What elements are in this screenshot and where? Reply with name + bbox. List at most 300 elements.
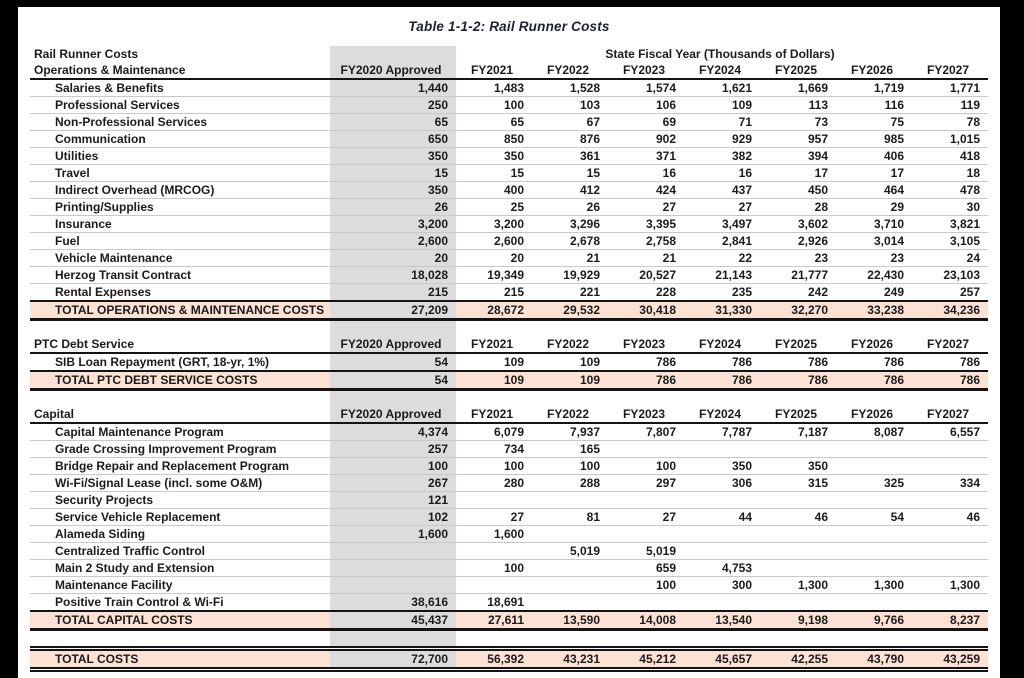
cell-fy2021 — [456, 492, 532, 509]
column-header-fy2023: FY2023 — [608, 336, 684, 353]
cell-fy2027 — [912, 441, 988, 458]
cell-fy2021: 28,672 — [456, 301, 532, 320]
table-row — [30, 165, 988, 182]
cell-fy2022: 5,019 — [532, 543, 608, 560]
cell-fy2022: 29,532 — [532, 301, 608, 320]
column-header-fy2022: FY2022 — [532, 62, 608, 79]
cell-fy2027 — [912, 560, 988, 577]
cell-fy2022: 67 — [532, 114, 608, 131]
cell-fy2022 — [532, 526, 608, 543]
cell-fy2026: 116 — [836, 97, 912, 114]
cell-fy2024: 22 — [684, 250, 760, 267]
cell-fy2022: 288 — [532, 475, 608, 492]
cell-fy2020: 20 — [330, 250, 456, 267]
cell-fy2027: 3,105 — [912, 233, 988, 250]
cell-fy2022: 19,929 — [532, 267, 608, 284]
row-label: Herzog Transit Contract — [30, 267, 330, 284]
cell-fy2027: 6,557 — [912, 423, 988, 441]
cell-fy2027: 119 — [912, 97, 988, 114]
cell-fy2027: 257 — [912, 284, 988, 302]
cell-fy2023: 371 — [608, 148, 684, 165]
cell-fy2020: 4,374 — [330, 423, 456, 441]
row-label: Indirect Overhead (MRCOG) — [30, 182, 330, 199]
row-label: Non-Professional Services — [30, 114, 330, 131]
cell-fy2021: 100 — [456, 97, 532, 114]
column-header-fy2024: FY2024 — [684, 62, 760, 79]
cell-fy2024: 44 — [684, 509, 760, 526]
cell-fy2021: 6,079 — [456, 423, 532, 441]
cell-fy2022: 7,937 — [532, 423, 608, 441]
cell-fy2027 — [912, 458, 988, 475]
table-row — [30, 250, 988, 267]
cell-fy2023: 424 — [608, 182, 684, 199]
cell-fy2022: 81 — [532, 509, 608, 526]
cell-fy2023: 21 — [608, 250, 684, 267]
cell-fy2025: 73 — [760, 114, 836, 131]
row-label: TOTAL CAPITAL COSTS — [30, 611, 330, 630]
cell-fy2021 — [456, 577, 532, 594]
cell-fy2026: 1,719 — [836, 79, 912, 97]
cell-fy2020: 54 — [330, 353, 456, 371]
row-label: Security Projects — [30, 492, 330, 509]
row-label: TOTAL PTC DEBT SERVICE COSTS — [30, 371, 330, 390]
row-label: SIB Loan Repayment (GRT, 18-yr, 1%) — [30, 353, 330, 371]
cell-fy2022: 221 — [532, 284, 608, 302]
meta-empty-cell — [330, 46, 456, 62]
cell-fy2024: 2,841 — [684, 233, 760, 250]
cell-fy2023: 45,212 — [608, 649, 684, 670]
cell-fy2023 — [608, 441, 684, 458]
cell-fy2026: 1,300 — [836, 577, 912, 594]
cell-fy2026 — [836, 458, 912, 475]
cell-fy2025: 957 — [760, 131, 836, 148]
cell-fy2024: 306 — [684, 475, 760, 492]
cell-fy2025: 113 — [760, 97, 836, 114]
table-row — [30, 492, 988, 509]
column-header-fy2024: FY2024 — [684, 336, 760, 353]
cell-fy2026: 9,766 — [836, 611, 912, 630]
cell-fy2024 — [684, 594, 760, 612]
cell-fy2021: 400 — [456, 182, 532, 199]
cell-fy2022: 412 — [532, 182, 608, 199]
column-header-fy2026: FY2026 — [836, 336, 912, 353]
cell-fy2020: 257 — [330, 441, 456, 458]
cell-fy2025 — [760, 543, 836, 560]
cell-fy2023: 27 — [608, 509, 684, 526]
cell-fy2021: 280 — [456, 475, 532, 492]
cell-fy2024: 31,330 — [684, 301, 760, 320]
cell-fy2026: 29 — [836, 199, 912, 216]
cell-fy2026 — [836, 543, 912, 560]
cell-fy2022: 15 — [532, 165, 608, 182]
section-spacer-row — [30, 320, 988, 337]
column-header-fy2027: FY2027 — [912, 406, 988, 423]
row-label: Centralized Traffic Control — [30, 543, 330, 560]
spacer-cell — [456, 320, 988, 337]
table-row — [30, 475, 988, 492]
cell-fy2022: 361 — [532, 148, 608, 165]
column-header-fy2020-approved: FY2020 Approved — [330, 62, 456, 79]
column-header-fy2025: FY2025 — [760, 62, 836, 79]
row-label: Bridge Repair and Replacement Program — [30, 458, 330, 475]
column-header-fy2024: FY2024 — [684, 406, 760, 423]
cell-fy2025: 46 — [760, 509, 836, 526]
cell-fy2023: 100 — [608, 577, 684, 594]
cell-fy2025 — [760, 492, 836, 509]
table-row — [30, 509, 988, 526]
cell-fy2026 — [836, 492, 912, 509]
cell-fy2026: 985 — [836, 131, 912, 148]
cell-fy2020: 250 — [330, 97, 456, 114]
cell-fy2026: 17 — [836, 165, 912, 182]
cell-fy2022: 876 — [532, 131, 608, 148]
cell-fy2025 — [760, 441, 836, 458]
cell-fy2020: 1,600 — [330, 526, 456, 543]
cell-fy2026: 249 — [836, 284, 912, 302]
cell-fy2027: 478 — [912, 182, 988, 199]
cell-fy2021: 27 — [456, 509, 532, 526]
cell-fy2023: 3,395 — [608, 216, 684, 233]
cell-fy2026: 8,087 — [836, 423, 912, 441]
cell-fy2020: 215 — [330, 284, 456, 302]
row-label: Positive Train Control & Wi-Fi — [30, 594, 330, 612]
cell-fy2024: 4,753 — [684, 560, 760, 577]
cell-fy2024: 7,787 — [684, 423, 760, 441]
cell-fy2025: 28 — [760, 199, 836, 216]
cell-fy2024: 929 — [684, 131, 760, 148]
cell-fy2027 — [912, 543, 988, 560]
row-label: Alameda Siding — [30, 526, 330, 543]
cell-fy2027: 334 — [912, 475, 988, 492]
row-label: Professional Services — [30, 97, 330, 114]
cell-fy2026: 54 — [836, 509, 912, 526]
row-label: Fuel — [30, 233, 330, 250]
spacer-cell — [30, 320, 330, 337]
section-name: PTC Debt Service — [30, 336, 330, 353]
cell-fy2021: 25 — [456, 199, 532, 216]
cell-fy2023: 14,008 — [608, 611, 684, 630]
section-header-row — [30, 406, 988, 423]
cell-fy2022: 13,590 — [532, 611, 608, 630]
cell-fy2020: 350 — [330, 182, 456, 199]
cell-fy2024: 27 — [684, 199, 760, 216]
cell-fy2020: 3,200 — [330, 216, 456, 233]
row-label: Utilities — [30, 148, 330, 165]
cell-fy2020: 121 — [330, 492, 456, 509]
section-name: Operations & Maintenance — [30, 62, 330, 79]
spacer-cell-fy2020 — [330, 630, 456, 649]
cell-fy2022: 2,678 — [532, 233, 608, 250]
total-row — [30, 301, 988, 320]
cell-fy2020: 350 — [330, 148, 456, 165]
cell-fy2024: 786 — [684, 353, 760, 371]
cell-fy2024 — [684, 492, 760, 509]
cell-fy2027: 1,300 — [912, 577, 988, 594]
column-header-fy2020-approved: FY2020 Approved — [330, 336, 456, 353]
cell-fy2025: 42,255 — [760, 649, 836, 670]
table-row — [30, 353, 988, 371]
row-label: Grade Crossing Improvement Program — [30, 441, 330, 458]
cell-fy2023: 16 — [608, 165, 684, 182]
cell-fy2021: 3,200 — [456, 216, 532, 233]
spacer-cell — [30, 390, 330, 407]
cell-fy2021: 215 — [456, 284, 532, 302]
table-row — [30, 284, 988, 302]
row-label: Travel — [30, 165, 330, 182]
cell-fy2021: 100 — [456, 560, 532, 577]
total-row — [30, 611, 988, 630]
table-row — [30, 267, 988, 284]
cell-fy2024: 1,621 — [684, 79, 760, 97]
cell-fy2025: 1,669 — [760, 79, 836, 97]
cost-table-body — [30, 46, 988, 670]
cell-fy2025: 786 — [760, 353, 836, 371]
cell-fy2021: 1,483 — [456, 79, 532, 97]
row-label: TOTAL COSTS — [30, 649, 330, 670]
cell-fy2024: 109 — [684, 97, 760, 114]
cell-fy2026: 43,790 — [836, 649, 912, 670]
total-row — [30, 371, 988, 390]
table-row — [30, 577, 988, 594]
cell-fy2020: 27,209 — [330, 301, 456, 320]
cell-fy2024: 786 — [684, 371, 760, 390]
cell-fy2027: 24 — [912, 250, 988, 267]
cell-fy2022: 165 — [532, 441, 608, 458]
cell-fy2020: 2,600 — [330, 233, 456, 250]
column-header-fy2023: FY2023 — [608, 406, 684, 423]
page-title: Table 1-1-2: Rail Runner Costs — [408, 19, 610, 34]
cell-fy2022: 3,296 — [532, 216, 608, 233]
cell-fy2027: 30 — [912, 199, 988, 216]
cell-fy2021: 56,392 — [456, 649, 532, 670]
cell-fy2027: 1,771 — [912, 79, 988, 97]
cell-fy2027: 786 — [912, 353, 988, 371]
column-header-fy2021: FY2021 — [456, 406, 532, 423]
cell-fy2021: 109 — [456, 353, 532, 371]
row-label: Communication — [30, 131, 330, 148]
cell-fy2027 — [912, 492, 988, 509]
cell-fy2022: 103 — [532, 97, 608, 114]
cell-fy2025: 450 — [760, 182, 836, 199]
cell-fy2023: 100 — [608, 458, 684, 475]
cell-fy2025: 7,187 — [760, 423, 836, 441]
cell-fy2027: 18 — [912, 165, 988, 182]
column-header-fy2021: FY2021 — [456, 336, 532, 353]
section-spacer-row — [30, 630, 988, 649]
cell-fy2020 — [330, 543, 456, 560]
cell-fy2026: 23 — [836, 250, 912, 267]
cell-fy2026: 325 — [836, 475, 912, 492]
cell-fy2020: 650 — [330, 131, 456, 148]
corner-label: Rail Runner Costs — [34, 47, 139, 61]
cell-fy2025: 17 — [760, 165, 836, 182]
cell-fy2025: 242 — [760, 284, 836, 302]
table-row — [30, 97, 988, 114]
cell-fy2023: 1,574 — [608, 79, 684, 97]
spacer-cell — [456, 630, 988, 649]
table-row — [30, 423, 988, 441]
cell-fy2023: 7,807 — [608, 423, 684, 441]
cell-fy2025 — [760, 526, 836, 543]
cell-fy2027: 43,259 — [912, 649, 988, 670]
cell-fy2025: 32,270 — [760, 301, 836, 320]
cell-fy2020: 100 — [330, 458, 456, 475]
cell-fy2024: 300 — [684, 577, 760, 594]
cell-fy2023: 27 — [608, 199, 684, 216]
table-row — [30, 543, 988, 560]
cell-fy2024 — [684, 543, 760, 560]
cell-fy2021: 100 — [456, 458, 532, 475]
column-header-fy2026: FY2026 — [836, 62, 912, 79]
row-label: Vehicle Maintenance — [30, 250, 330, 267]
cell-fy2022: 1,528 — [532, 79, 608, 97]
row-label: Insurance — [30, 216, 330, 233]
cell-fy2027: 23,103 — [912, 267, 988, 284]
column-header-fy2027: FY2027 — [912, 62, 988, 79]
cell-fy2024: 350 — [684, 458, 760, 475]
cell-fy2026 — [836, 594, 912, 612]
row-label: Maintenance Facility — [30, 577, 330, 594]
cell-fy2021: 734 — [456, 441, 532, 458]
table-row — [30, 199, 988, 216]
column-header-fy2023: FY2023 — [608, 62, 684, 79]
row-label: Wi-Fi/Signal Lease (incl. some O&M) — [30, 475, 330, 492]
cell-fy2026: 786 — [836, 353, 912, 371]
cell-fy2021: 109 — [456, 371, 532, 390]
cell-fy2025: 786 — [760, 371, 836, 390]
cell-fy2023 — [608, 594, 684, 612]
cell-fy2021: 18,691 — [456, 594, 532, 612]
cell-fy2022: 43,231 — [532, 649, 608, 670]
cell-fy2021: 27,611 — [456, 611, 532, 630]
cell-fy2025: 3,602 — [760, 216, 836, 233]
cell-fy2022: 21 — [532, 250, 608, 267]
spacer-cell-fy2020 — [330, 390, 456, 407]
table-row — [30, 79, 988, 97]
table-row — [30, 560, 988, 577]
column-header-fy2020-approved: FY2020 Approved — [330, 406, 456, 423]
spacer-cell — [30, 630, 330, 649]
cell-fy2023: 297 — [608, 475, 684, 492]
cell-fy2025: 23 — [760, 250, 836, 267]
column-header-fy2022: FY2022 — [532, 336, 608, 353]
cell-fy2020: 1,440 — [330, 79, 456, 97]
cell-fy2026: 75 — [836, 114, 912, 131]
cell-fy2026: 3,014 — [836, 233, 912, 250]
cell-fy2021: 2,600 — [456, 233, 532, 250]
table-row — [30, 526, 988, 543]
cell-fy2020: 65 — [330, 114, 456, 131]
cell-fy2024: 21,143 — [684, 267, 760, 284]
cell-fy2020: 26 — [330, 199, 456, 216]
cell-fy2020: 54 — [330, 371, 456, 390]
column-header-fy2026: FY2026 — [836, 406, 912, 423]
cell-fy2020: 72,700 — [330, 649, 456, 670]
cell-fy2026: 464 — [836, 182, 912, 199]
cell-fy2020: 102 — [330, 509, 456, 526]
column-header-fy2021: FY2021 — [456, 62, 532, 79]
cell-fy2026 — [836, 441, 912, 458]
cell-fy2023: 20,527 — [608, 267, 684, 284]
cell-fy2022 — [532, 560, 608, 577]
column-header-fy2027: FY2027 — [912, 336, 988, 353]
cell-fy2026 — [836, 560, 912, 577]
cell-fy2026: 33,238 — [836, 301, 912, 320]
section-spacer-row — [30, 390, 988, 407]
table-row — [30, 131, 988, 148]
cell-fy2025: 394 — [760, 148, 836, 165]
cell-fy2020: 18,028 — [330, 267, 456, 284]
table-row — [30, 441, 988, 458]
cell-fy2025: 2,926 — [760, 233, 836, 250]
table-row — [30, 233, 988, 250]
column-header-fy2022: FY2022 — [532, 406, 608, 423]
cell-fy2020: 15 — [330, 165, 456, 182]
section-header-row — [30, 62, 988, 79]
cell-fy2025: 1,300 — [760, 577, 836, 594]
cell-fy2022: 100 — [532, 458, 608, 475]
cell-fy2022 — [532, 577, 608, 594]
cell-fy2024: 235 — [684, 284, 760, 302]
cell-fy2024: 45,657 — [684, 649, 760, 670]
row-label: Salaries & Benefits — [30, 79, 330, 97]
document-page — [18, 7, 1000, 678]
cell-fy2024: 3,497 — [684, 216, 760, 233]
table-row — [30, 458, 988, 475]
cell-fy2027: 3,821 — [912, 216, 988, 233]
cell-fy2023: 2,758 — [608, 233, 684, 250]
cell-fy2026 — [836, 526, 912, 543]
cell-fy2020: 38,616 — [330, 594, 456, 612]
grand-total-row — [30, 649, 988, 670]
cell-fy2021: 20 — [456, 250, 532, 267]
table-row — [30, 594, 988, 612]
cell-fy2020 — [330, 577, 456, 594]
cell-fy2023 — [608, 492, 684, 509]
cell-fy2022 — [532, 492, 608, 509]
cell-fy2022: 109 — [532, 353, 608, 371]
cell-fy2023: 69 — [608, 114, 684, 131]
cell-fy2026: 786 — [836, 371, 912, 390]
state-fiscal-year-header: State Fiscal Year (Thousands of Dollars) — [605, 47, 835, 61]
cell-fy2024: 13,540 — [684, 611, 760, 630]
cell-fy2021: 1,600 — [456, 526, 532, 543]
cell-fy2025 — [760, 594, 836, 612]
cell-fy2027: 46 — [912, 509, 988, 526]
cell-fy2025: 350 — [760, 458, 836, 475]
table-row — [30, 216, 988, 233]
section-name: Capital — [30, 406, 330, 423]
cell-fy2027: 34,236 — [912, 301, 988, 320]
column-header-fy2025: FY2025 — [760, 336, 836, 353]
cell-fy2023: 228 — [608, 284, 684, 302]
cell-fy2023: 5,019 — [608, 543, 684, 560]
cell-fy2027: 8,237 — [912, 611, 988, 630]
cell-fy2021: 65 — [456, 114, 532, 131]
cell-fy2023: 786 — [608, 353, 684, 371]
cell-fy2025: 315 — [760, 475, 836, 492]
row-label: Rental Expenses — [30, 284, 330, 302]
cell-fy2027 — [912, 594, 988, 612]
row-label: Service Vehicle Replacement — [30, 509, 330, 526]
cell-fy2023: 902 — [608, 131, 684, 148]
rail-runner-cost-table — [30, 46, 988, 672]
cell-fy2026: 3,710 — [836, 216, 912, 233]
cell-fy2022: 109 — [532, 371, 608, 390]
cell-fy2025 — [760, 560, 836, 577]
cell-fy2020 — [330, 560, 456, 577]
row-label: Capital Maintenance Program — [30, 423, 330, 441]
